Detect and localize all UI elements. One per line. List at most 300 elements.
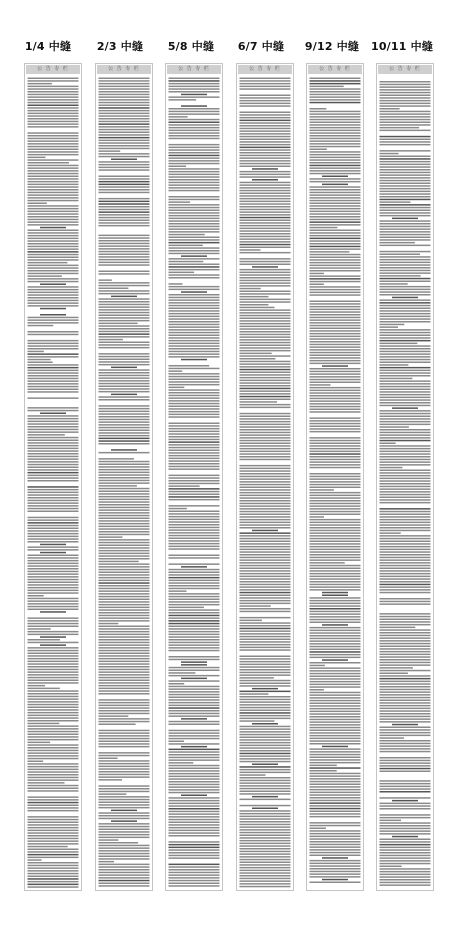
text-line [28,701,79,703]
text-line [169,157,220,159]
text-line [240,358,276,360]
text-line [380,478,431,480]
text-line [169,885,220,887]
text-line [99,847,150,849]
text-line [380,491,431,493]
text-line [310,122,361,124]
text-line [240,117,291,119]
text-line [240,810,291,812]
text-line [310,532,361,534]
text-line [99,279,112,281]
text-line [99,642,150,644]
text-line [28,862,79,864]
text-line [240,377,291,379]
text-line [380,410,431,412]
text-line [240,277,291,279]
text-line [169,450,220,452]
text-line [169,593,220,595]
text-line [310,719,361,721]
text-lines-graphic [309,76,361,888]
text-line [380,418,431,420]
text-line [28,348,79,350]
text-line [169,816,220,818]
text-line [99,240,150,242]
text-line [99,853,150,855]
text-line [99,288,129,290]
text-line [310,765,337,767]
text-line [380,814,431,816]
text-line [322,592,348,594]
text-line [99,347,150,349]
text-line [169,513,220,515]
text-line [380,718,431,720]
text-line [380,313,431,315]
text-line [28,720,79,722]
text-line [310,443,361,445]
text-line [99,693,150,695]
text-line [380,568,431,570]
text-line [169,316,220,318]
text-line [310,500,361,502]
text-line [28,671,79,673]
text-line [111,810,137,812]
text-line [380,105,431,107]
text-line [28,423,79,425]
text-line [99,391,150,393]
text-line [310,586,361,588]
strip-header: 公 告 专 栏 [378,65,432,74]
text-line [28,238,79,240]
text-line [240,157,291,159]
text-line [380,153,399,155]
text-line [380,89,431,91]
text-line [28,642,79,644]
text-line [240,459,291,461]
text-line [28,294,79,296]
text-line [169,659,220,661]
text-line [240,203,291,205]
text-line [169,636,220,638]
text-line [28,292,79,294]
text-line [28,816,79,818]
text-line [99,209,150,211]
text-line [310,730,361,732]
text-line [240,361,291,363]
text-line [28,115,79,117]
text-line [28,598,79,600]
text-line [240,407,291,409]
text-line [169,738,220,740]
text-line [169,387,185,389]
text-line [28,251,79,253]
text-line [310,613,361,615]
text-line [169,847,220,849]
text-line [310,497,361,499]
text-line [169,441,220,443]
text-line [240,497,291,499]
text-line [169,524,220,526]
text-line [28,796,79,798]
text-line [240,285,291,287]
text-line [310,371,361,373]
text-line [169,582,220,584]
text-line [240,233,291,235]
text-line [380,691,431,693]
text-line [99,150,121,152]
text-line [380,437,431,439]
text-line [28,843,79,845]
text-line [240,656,291,658]
text-line [380,727,431,729]
text-line [169,310,220,312]
text-line [380,86,431,88]
text-line [380,825,431,827]
text-line [169,557,220,559]
text-line [169,741,185,743]
text-line [169,599,220,601]
text-line [380,426,409,428]
text-line [380,183,431,185]
text-line [240,301,291,303]
text-line [99,386,150,388]
text-line [28,184,79,186]
text-line [28,505,79,507]
text-line [380,527,431,529]
text-line [240,429,291,431]
text-line [310,589,361,591]
text-line [99,427,150,429]
text-line [380,581,431,583]
text-line [28,739,79,741]
text-line [240,543,291,545]
text-line [169,286,220,288]
text-line [380,619,431,621]
text-line [240,334,291,336]
text-line [99,491,150,493]
text-line [240,878,291,880]
text-line [310,844,361,846]
text-line [310,825,361,827]
text-line [169,852,220,854]
text-line [28,162,70,164]
text-line [240,821,291,823]
text-line [169,220,220,222]
text-line [99,528,150,530]
text-line [169,874,220,876]
text-line [240,437,291,439]
text-line [380,694,431,696]
text-line [380,820,402,822]
text-line [169,477,220,479]
text-line [380,305,431,307]
text-line [240,680,291,682]
text-line [28,372,79,374]
text-line [310,251,350,253]
text-line [99,861,115,863]
text-line [169,250,220,252]
text-line [310,476,361,478]
text-line [28,197,79,199]
text-line [40,544,66,546]
text-line [380,100,431,102]
text-line [240,105,291,107]
text-line [40,611,66,613]
text-line [240,777,291,779]
text-line [28,189,79,191]
text-line [240,805,291,807]
text-line [380,659,431,661]
text-line [310,759,361,761]
text-line [310,640,361,642]
text-line [310,197,361,199]
text-line [380,226,431,228]
text-line [28,91,79,93]
text-line [99,650,150,652]
text-line [310,270,361,272]
text-line [310,240,361,242]
text-line [240,445,291,447]
text-line [28,96,79,98]
text-line [99,785,150,787]
text-line [169,122,220,124]
text-line [240,184,291,186]
text-line [310,584,361,586]
text-line [310,813,361,815]
text-line [28,203,47,205]
text-line [169,650,220,652]
text-line [169,166,187,168]
text-line [28,623,79,625]
text-line [380,237,431,239]
text-line [310,478,361,480]
text-line [380,84,431,86]
text-line [310,83,361,85]
text-line [310,546,361,548]
text-line [28,489,79,491]
text-line [28,663,79,665]
text-line [310,224,361,226]
text-line [380,445,431,447]
strip-header: 公 告 专 栏 [26,65,80,74]
text-line [28,80,79,82]
text-line [380,180,431,182]
text-line [28,881,79,883]
text-line [380,589,431,591]
text-line [169,803,220,805]
text-line [28,769,79,771]
text-line [380,397,431,399]
text-line [380,762,431,764]
text-line [169,800,220,802]
text-line [240,247,291,249]
text-line [310,646,361,648]
text-line [310,876,361,878]
text-line [99,301,150,303]
text-line [240,565,291,567]
text-line [169,751,220,753]
text-line [28,674,79,676]
text-line [240,136,291,138]
text-line [240,195,291,197]
text-line [380,524,431,526]
text-line [240,130,291,132]
text-line [99,718,150,720]
text-line [169,631,220,633]
text-line [28,528,79,530]
text-line [310,611,361,613]
text-line [380,204,431,206]
text-line [28,286,79,288]
text-line [99,477,150,479]
text-line [28,886,79,888]
text-line [169,499,220,501]
text-line [310,635,361,637]
text-line [380,440,431,442]
text-line [99,850,150,852]
text-line [28,878,79,880]
text-line [392,836,418,838]
text-line [169,337,220,339]
text-line [240,576,291,578]
text-line [99,312,150,314]
text-line [169,759,220,761]
text-line [310,524,361,526]
text-line [111,296,137,298]
text-line [28,807,79,809]
text-line [380,475,431,477]
text-line [380,765,431,767]
text-line [169,819,220,821]
text-line [380,318,431,320]
text-line [240,363,291,365]
text-line [240,272,291,274]
text-line [28,590,79,592]
text-line [380,348,431,350]
text-line [169,463,220,465]
text-line [28,688,60,690]
text-line [310,797,361,799]
text-line [310,91,361,93]
text-line [310,80,361,82]
text-line [310,208,361,210]
text-line [28,421,79,423]
text-line [240,720,275,722]
text-line [99,134,150,136]
text-line [169,406,220,408]
text-line [28,704,79,706]
text-line [240,864,291,866]
text-line [28,397,79,399]
text-line [99,563,150,565]
text-line [380,116,431,118]
text-line [28,802,79,804]
text-line [380,391,431,393]
text-line [240,201,291,203]
text-line [169,824,220,826]
text-line [169,80,220,82]
text-line [240,546,291,548]
text-line [380,158,431,160]
text-line [169,615,220,617]
text-line [99,377,150,379]
text-line [380,686,431,688]
text-line [169,588,220,590]
text-line [28,666,79,668]
text-line [28,480,79,482]
text-line [380,332,431,334]
text-line [310,514,361,516]
text-line [310,852,361,854]
text-line [240,514,291,516]
text-line [169,207,220,209]
text-line [169,266,220,268]
text-line [99,189,150,191]
text-line [28,267,79,269]
text-line [240,829,291,831]
text-line [169,452,220,454]
text-line [181,678,207,680]
text-line [240,128,291,130]
text-line [28,86,79,88]
text-line [99,380,150,382]
text-line [169,538,220,540]
text-line [240,840,291,842]
text-line [99,856,150,858]
text-line [169,96,220,98]
text-line [28,146,79,148]
text-line [310,273,324,275]
text-line [169,707,220,709]
text-line [169,494,220,496]
text-line [28,655,79,657]
text-line [99,474,150,476]
text-line [28,502,79,504]
text-line [28,560,79,562]
text-line [380,841,431,843]
text-line [28,450,79,452]
text-line [99,320,150,322]
text-line [310,162,361,164]
text-line [169,670,220,672]
text-line [99,203,150,205]
text-line [310,527,361,529]
text-line [252,168,278,170]
text-line [169,176,220,178]
text-line [380,860,431,862]
announcement-strip-1-4 [24,63,82,891]
text-line [310,657,361,659]
text-line [310,213,361,215]
text-line [310,344,361,346]
text-line [169,713,220,715]
text-line [99,80,150,82]
text-line [380,453,431,455]
text-line [169,855,220,857]
text-line [99,874,150,876]
text-line [240,481,291,483]
text-line [111,367,137,369]
text-line [169,776,220,778]
text-line [240,432,291,434]
text-line [28,221,79,223]
text-line [28,353,79,355]
text-line [240,288,261,290]
text-line [380,689,431,691]
text-line [169,580,220,582]
text-line [181,566,207,568]
text-line [28,364,79,366]
text-line [169,778,220,780]
